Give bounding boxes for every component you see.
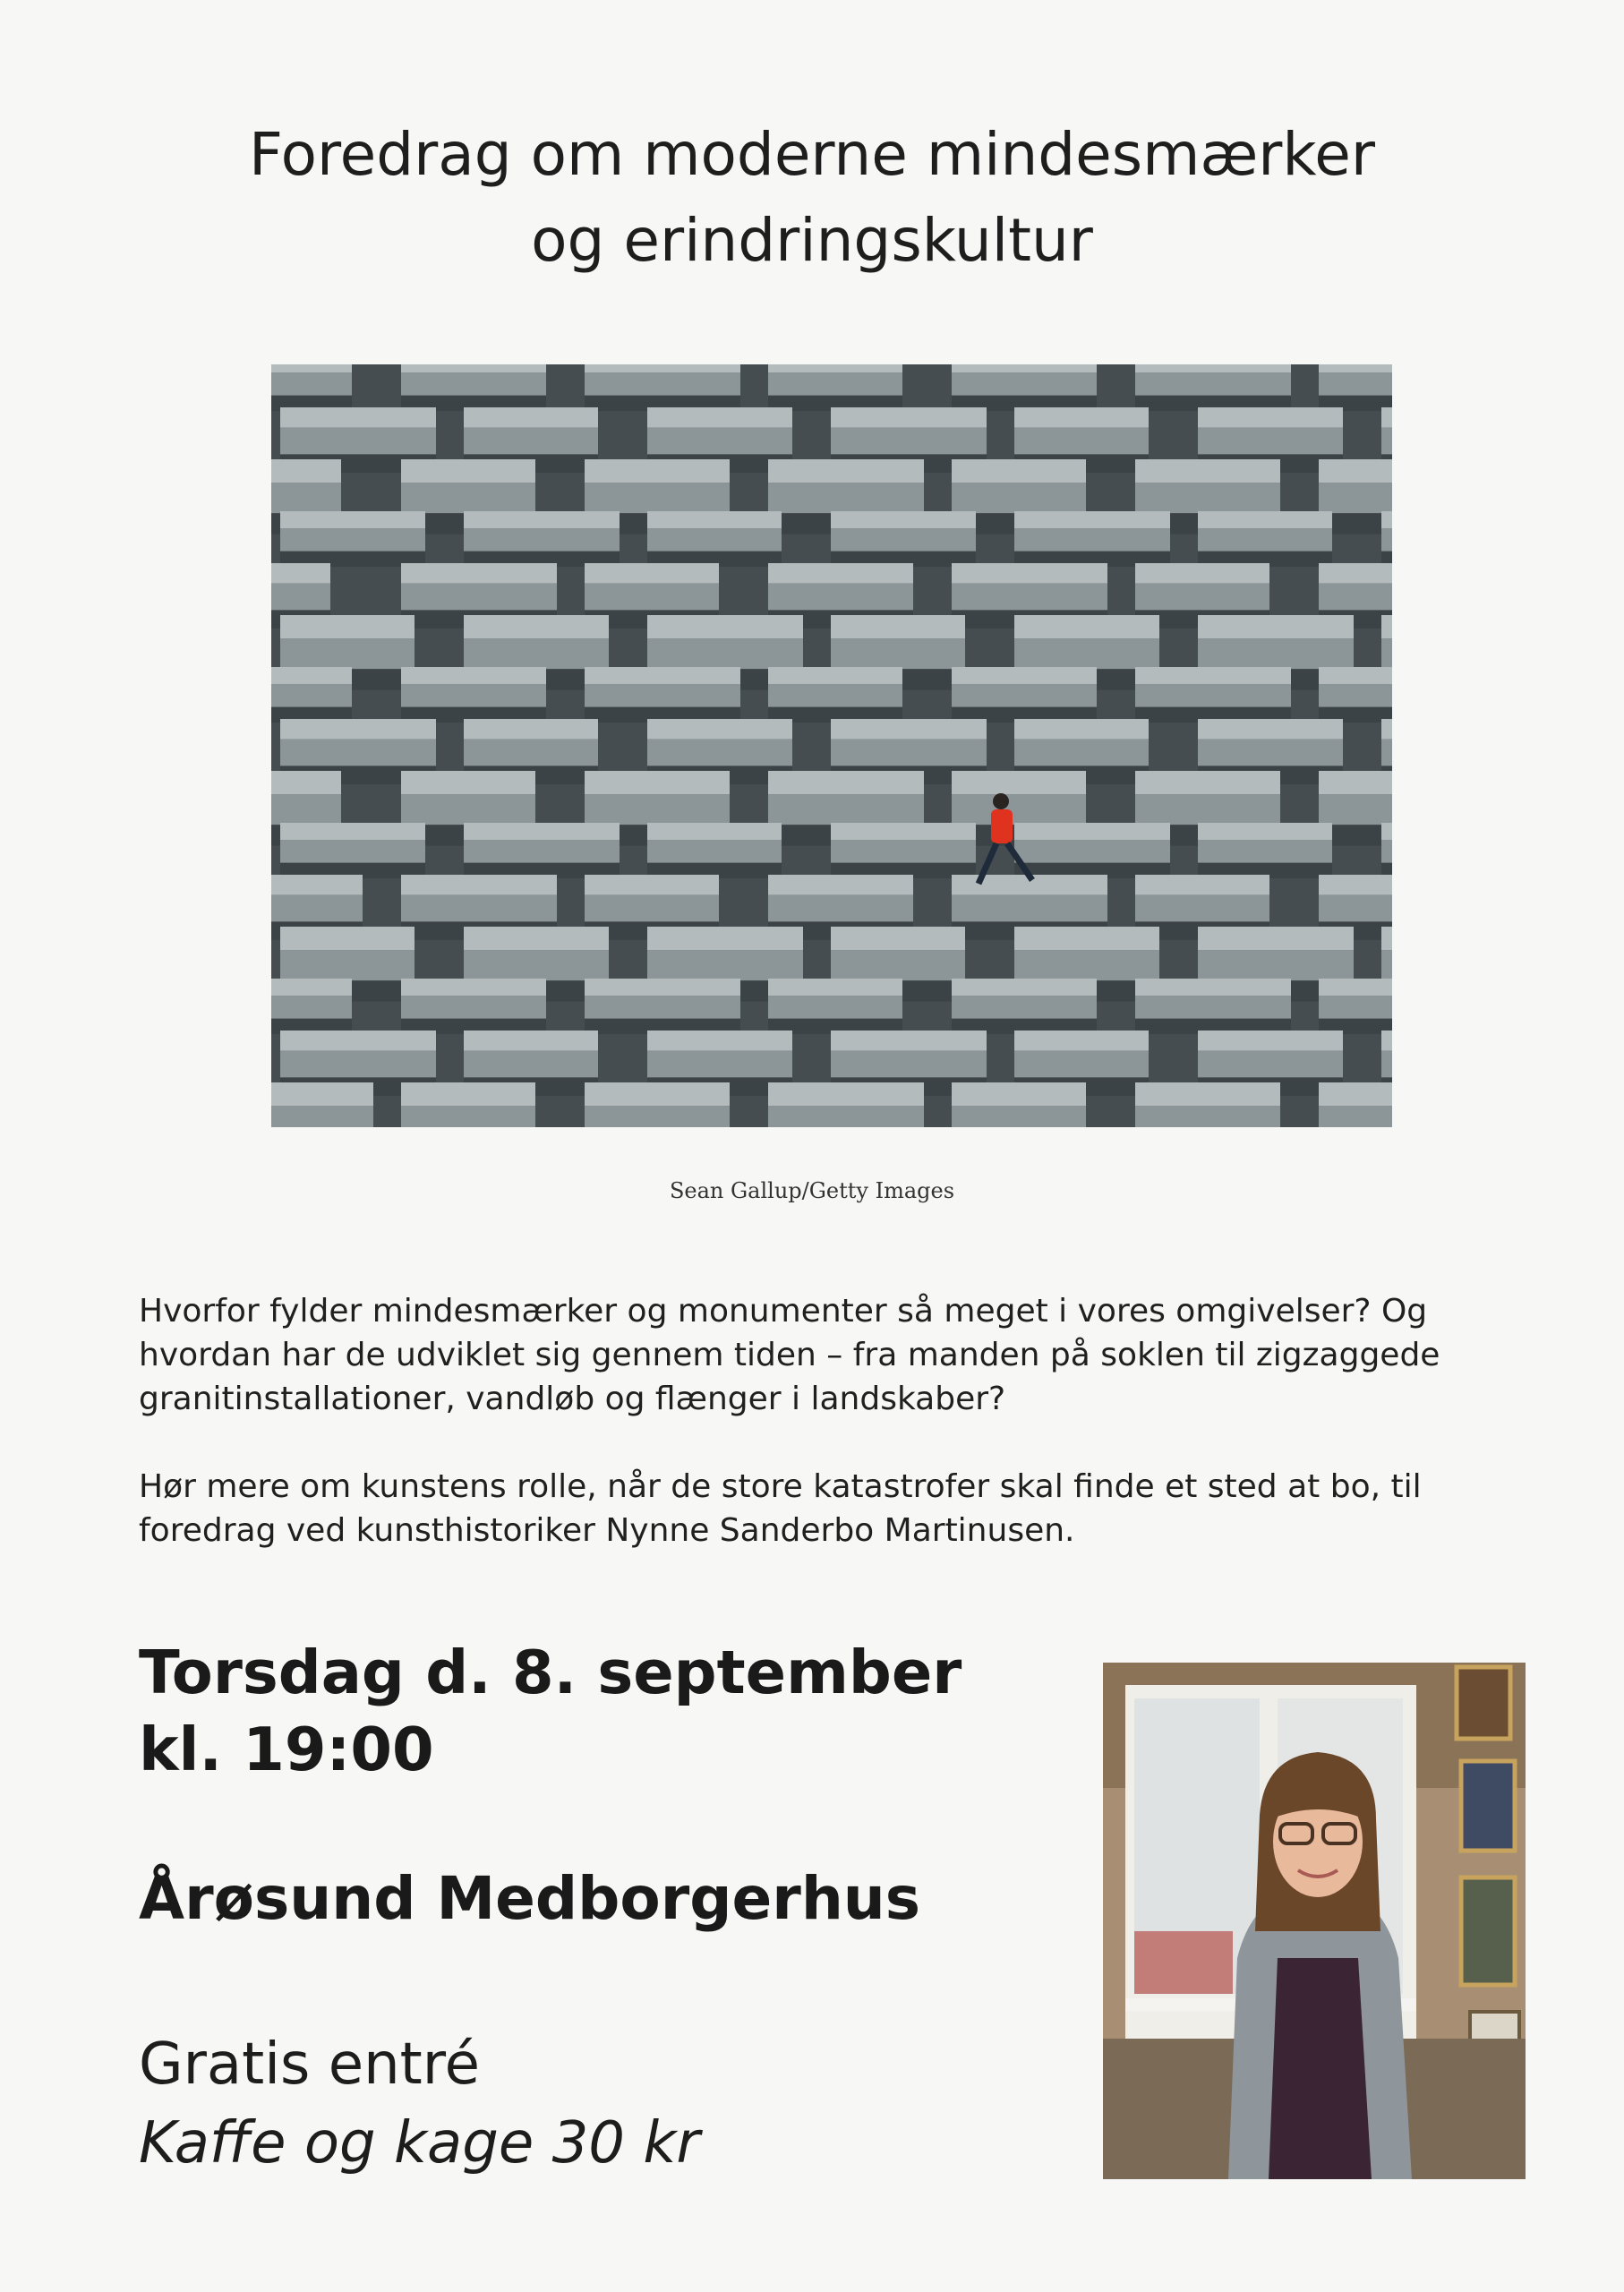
admission: Gratis entré [139, 2031, 480, 2098]
event-venue: Årøsund Medborgerhus [139, 1864, 921, 1933]
description-paragraph-2: Hør mere om kunstens rolle, når de store katastrofer skal finde et sted at bo, til foredrag ved kunsthistoriker Nynne Sanderbo Martinusen. [139, 1468, 1422, 1549]
event-prices [139, 2025, 700, 2183]
photo-credit: Sean Gallup/Getty Images [669, 1178, 955, 1203]
event-time: kl. 19:00 [139, 1715, 434, 1784]
title-line-1: Foredrag om moderne mindesmærker [248, 120, 1376, 189]
poster-title [0, 112, 1624, 284]
event-datetime [139, 1634, 962, 1788]
memorial-photo-image [271, 364, 1392, 1127]
speaker-portrait [1103, 1663, 1526, 2179]
description [139, 1289, 1553, 1596]
title-line-2: og erindringskultur [531, 206, 1093, 275]
memorial-photo [271, 364, 1392, 1127]
event-date: Torsdag d. 8. september [139, 1638, 962, 1707]
description-paragraph-1: Hvorfor fylder mindesmærker og monumenter så meget i vores omgivelser? Og hvordan har de udviklet sig gennem tiden – fra manden på soklen til zigzaggede granitinstallationer, vandløb og flænger i landskaber? [139, 1293, 1440, 1417]
speaker-portrait-image [1103, 1663, 1526, 2179]
refreshments: Kaffe og kage 30 kr [139, 2110, 700, 2177]
